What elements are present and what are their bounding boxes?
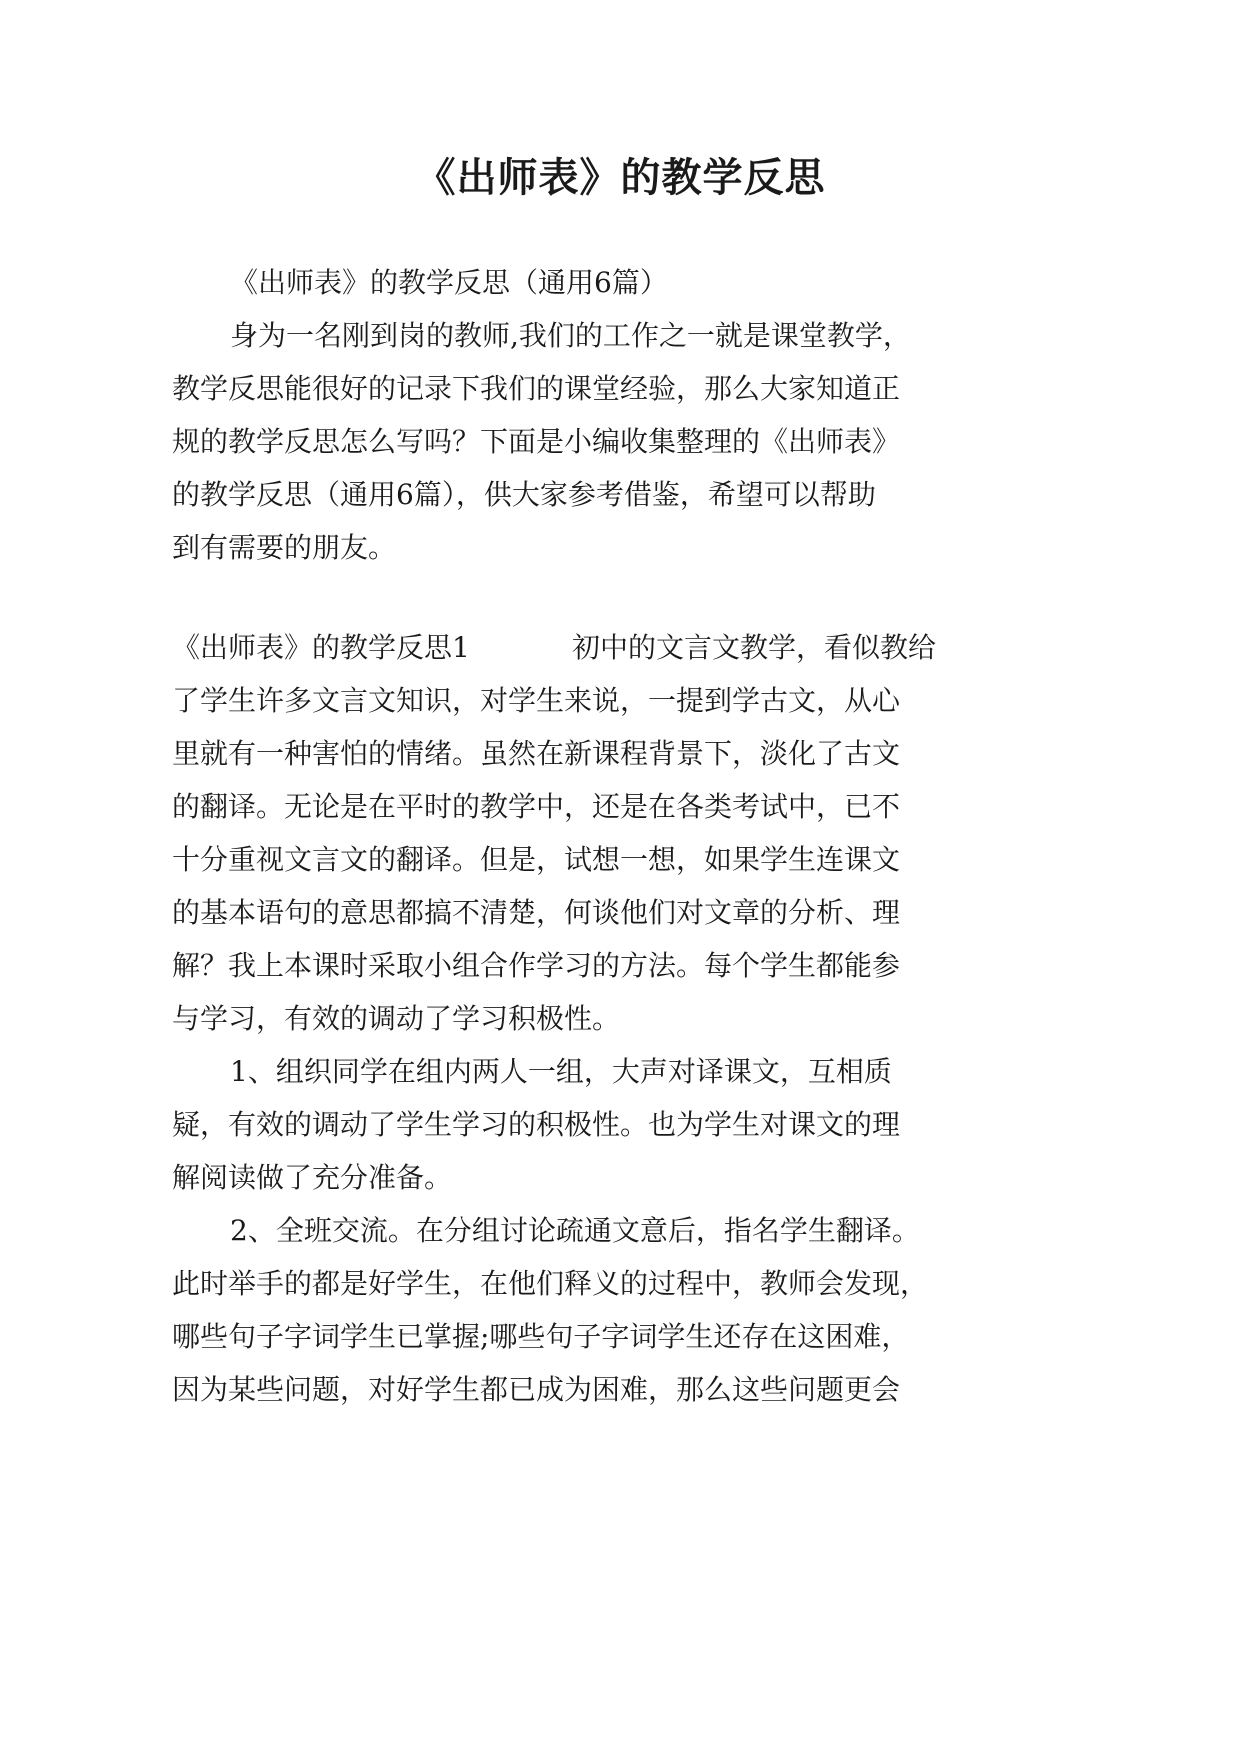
intro-line: 的教学反思（通用6篇），供大家参考借鉴，希望可以帮助	[172, 478, 876, 511]
intro-line: 教学反思能很好的记录下我们的课堂经验，那么大家知道正	[172, 372, 901, 405]
point-1-line: 1、组织同学在组内两人一组，大声对译课文，互相质	[230, 1055, 892, 1088]
point-2-line: 哪些句子字词学生已掌握;哪些句子字词学生还存在这困难，	[172, 1320, 910, 1353]
point-2-line: 因为某些问题，对好学生都已成为困难，那么这些问题更会	[172, 1373, 901, 1406]
section-1-heading: 《出师表》的教学反思1	[172, 631, 470, 664]
section-1-line: 十分重视文言文的翻译。但是，试想一想，如果学生连课文	[172, 843, 901, 876]
section-1-line: 的翻译。无论是在平时的教学中，还是在各类考试中，已不	[172, 790, 901, 823]
intro-line: 身为一名刚到岗的教师,我们的工作之一就是课堂教学，	[230, 319, 911, 352]
intro-line: 到有需要的朋友。	[172, 531, 397, 564]
point-1-line: 解阅读做了充分准备。	[172, 1161, 453, 1194]
document-title: 《出师表》的教学反思	[415, 154, 826, 201]
section-1-first-line	[172, 628, 936, 668]
document-subtitle: 《出师表》的教学反思（通用6篇）	[230, 266, 668, 299]
section-1-line: 里就有一种害怕的情绪。虽然在新课程背景下，淡化了古文	[172, 737, 901, 770]
section-1-line: 解？我上本课时采取小组合作学习的方法。每个学生都能参	[172, 949, 901, 982]
section-1-line: 了学生许多文言文知识，对学生来说，一提到学古文，从心	[172, 684, 901, 717]
section-1-line: 与学习，有效的调动了学习积极性。	[172, 1002, 621, 1035]
section-1-line: 的基本语句的意思都搞不清楚，何谈他们对文章的分析、理	[172, 896, 901, 929]
point-1-line: 疑，有效的调动了学生学习的积极性。也为学生对课文的理	[172, 1108, 901, 1141]
section-1-text: 初中的文言文教学，看似教给	[572, 631, 937, 664]
point-2-line: 2、全班交流。在分组讨论疏通文意后，指名学生翻译。	[230, 1214, 920, 1247]
point-2-line: 此时举手的都是好学生，在他们释义的过程中，教师会发现，	[172, 1267, 929, 1300]
intro-line: 规的教学反思怎么写吗？下面是小编收集整理的《出师表》	[172, 425, 901, 458]
